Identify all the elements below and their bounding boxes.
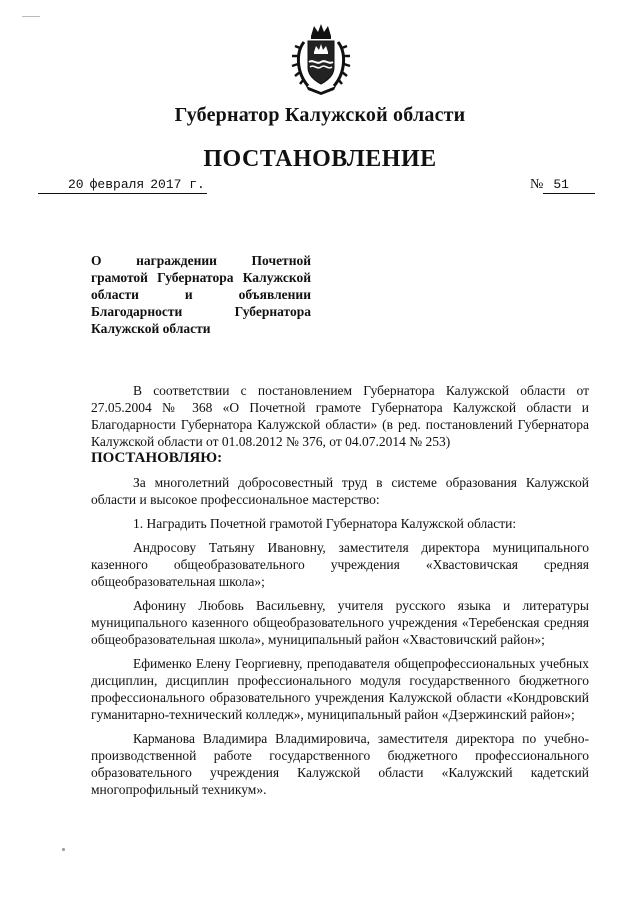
awardee-paragraph: Афонину Любовь Васильевну, учителя русского языка и литературы муниципального казенного общеобразовательного учреждения «Теребенская средняя общеобразовательная школа», муниципальный район «Хвастовичский район»;	[91, 598, 589, 647]
date-month: февраля	[89, 177, 145, 192]
awardee-paragraph: Ефименко Елену Георгиевну, преподавателя общепрофессиональных учебных дисциплин, дисциплин профессионального модуля государственного бюджетного профессионального образовательного учреждения Калужской области «Кондровский гуманитарно-технический колледж», муниципальный район «Дзержинский район»;	[91, 656, 589, 722]
number-value: 51	[543, 177, 595, 194]
kaluga-coat-of-arms-icon	[290, 22, 352, 96]
document-subject	[91, 252, 311, 337]
awardee-paragraph: Карманова Владимира Владимировича, заместителя директора по учебно-производственной работе государственного бюджетного профессионального образовательного учреждения Калужской области «Калужский кадетский многопрофильный техникум».	[91, 731, 589, 797]
document-body	[91, 382, 589, 798]
issuing-authority: Губернатор Калужской области	[174, 104, 466, 126]
document-type-title: ПОСТАНОВЛЕНИЕ	[203, 146, 437, 172]
intro-paragraph: В соответствии с постановлением Губернатора Калужской области от 27.05.2004 № 368 «О Почетной грамоте Губернатора Калужской области и Благодарности Губернатора Калужской области» (в ред. постановлений Губернатора Калужской области от 01.08.2012 № 376, от 04.07.2014 № 253)	[91, 383, 589, 449]
subject-line: Калужской области	[91, 321, 211, 336]
decree-word: ПОСТАНОВЛЯЮ:	[91, 450, 223, 466]
subject-line: грамотой Губернатора Калужской	[91, 270, 311, 285]
date-day: 20	[68, 177, 84, 192]
document-date	[38, 177, 207, 194]
subject-line: О награждении Почетной	[91, 253, 311, 268]
date-year: 2017 г.	[150, 177, 205, 192]
subject-line: Благодарности Губернатора	[91, 304, 311, 319]
scan-dot	[62, 848, 65, 851]
subject-line: области и объявлении	[91, 287, 311, 302]
document-number	[530, 177, 595, 194]
reason-paragraph: За многолетний добросовестный труд в системе образования Калужской области и высокое профессиональное мастерство:	[91, 475, 589, 507]
item-1-paragraph: 1. Наградить Почетной грамотой Губернатора Калужской области:	[133, 516, 517, 531]
awardee-paragraph: Андросову Татьяну Ивановну, заместителя директора муниципального казенного общеобразовательного учреждения «Хвастовичская средняя общеобразовательная школа»;	[91, 540, 589, 589]
scan-mark	[22, 16, 40, 17]
number-label: №	[530, 177, 544, 192]
